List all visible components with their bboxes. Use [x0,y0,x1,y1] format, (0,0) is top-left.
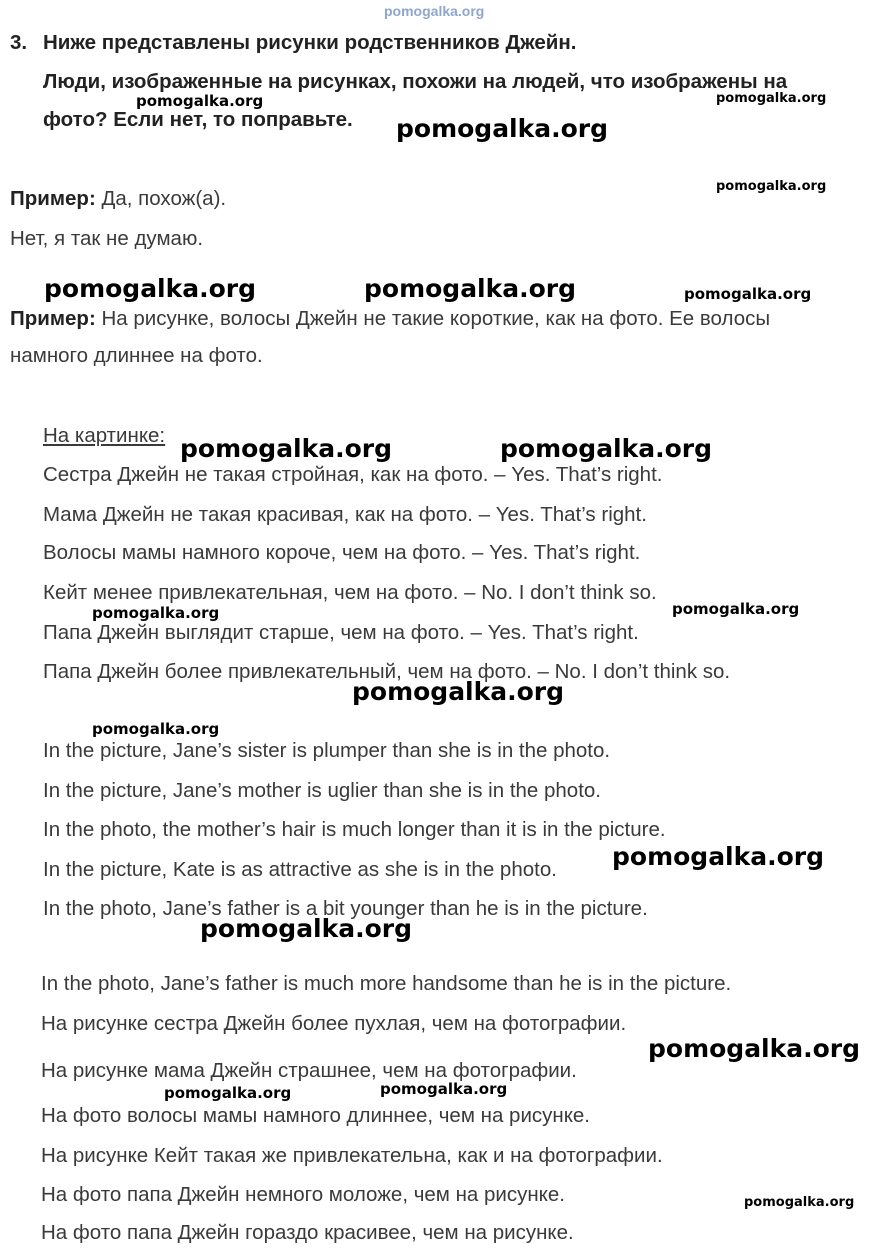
example2-label: Пример: [10,307,96,330]
example2 [10,307,770,331]
watermark: pomogalka.org [364,274,577,303]
top-watermark: pomogalka.org [384,3,485,19]
watermark: pomogalka.org [672,600,800,618]
correction-ru-6: На фото папа Джейн гораздо красивее, чем на рисунке. [41,1221,574,1244]
answer-ru-5: Папа Джейн выглядит старше, чем на фото. – Yes. That’s right. [43,621,639,644]
watermark: pomogalka.org [716,179,827,194]
watermark: pomogalka.org [612,842,825,871]
watermark: pomogalka.org [44,274,257,303]
watermark: pomogalka.org [744,1195,855,1210]
example1 [10,187,226,211]
watermark: pomogalka.org [352,677,565,706]
correction-en-5: In the photo, Jane’s father is a bit younger than he is in the picture. [43,897,648,920]
correction-ru-2: На рисунке мама Джейн страшнее, чем на фотографии. [41,1059,577,1082]
correction-en-4: In the picture, Kate is as attractive as she is in the photo. [43,858,557,881]
watermark: pomogalka.org [92,604,220,622]
example1-text: Да, похож(а). [101,187,227,210]
correction-en-3: In the photo, the mother’s hair is much longer than it is in the picture. [43,818,666,841]
watermark: pomogalka.org [136,92,264,110]
task-number: 3. [10,31,28,54]
correction-en-2: In the picture, Jane’s mother is uglier than she is in the photo. [43,779,602,802]
answer-ru-6: Папа Джейн более привлекательный, чем на фото. – No. I don’t think so. [43,660,731,683]
watermark: pomogalka.org [500,434,713,463]
watermark: pomogalka.org [92,720,220,738]
watermark: pomogalka.org [164,1084,292,1102]
correction-ru-4: На рисунке Кейт такая же привлекательна, как и на фотографии. [41,1144,663,1167]
answer-ru-3: Волосы мамы намного короче, чем на фото. – Yes. That’s right. [43,541,641,564]
example2-text: На рисунке, волосы Джейн не такие короткие, как на фото. Ее волосы [101,307,771,330]
correction-en-1: In the picture, Jane’s sister is plumper than she is in the photo. [43,739,611,762]
watermark: pomogalka.org [716,91,827,106]
answer-ru-2: Мама Джейн не такая красивая, как на фото. – Yes. That’s right. [43,503,647,526]
watermark: pomogalka.org [200,914,413,943]
task-question-line2: фото? Если нет, то поправьте. [43,108,353,131]
answer-ru-4: Кейт менее привлекательная, чем на фото. – No. I don’t think so. [43,581,657,604]
watermark: pomogalka.org [380,1080,508,1098]
watermark: pomogalka.org [180,434,393,463]
task-title: Ниже представлены рисунки родственников Джейн. [43,31,577,54]
picture-heading: На картинке: [43,424,166,447]
watermark: pomogalka.org [684,285,812,303]
correction-ru-1: На рисунке сестра Джейн более пухлая, чем на фотографии. [41,1012,627,1035]
task-question-line1: Люди, изображенные на рисунках, похожи на людей, что изображены на [43,70,788,93]
correction-en-6: In the photo, Jane’s father is much more handsome than he is in the picture. [41,972,732,995]
example1-label: Пример: [10,187,96,210]
example2-line2: намного длиннее на фото. [10,344,263,367]
correction-ru-3: На фото волосы мамы намного длиннее, чем на рисунке. [41,1104,591,1127]
correction-ru-5: На фото папа Джейн немного моложе, чем на рисунке. [41,1183,565,1206]
answer-ru-1: Сестра Джейн не такая стройная, как на фото. – Yes. That’s right. [43,463,663,486]
watermark: pomogalka.org [396,114,609,143]
example1-line2: Нет, я так не думаю. [10,227,204,250]
watermark: pomogalka.org [648,1034,861,1063]
